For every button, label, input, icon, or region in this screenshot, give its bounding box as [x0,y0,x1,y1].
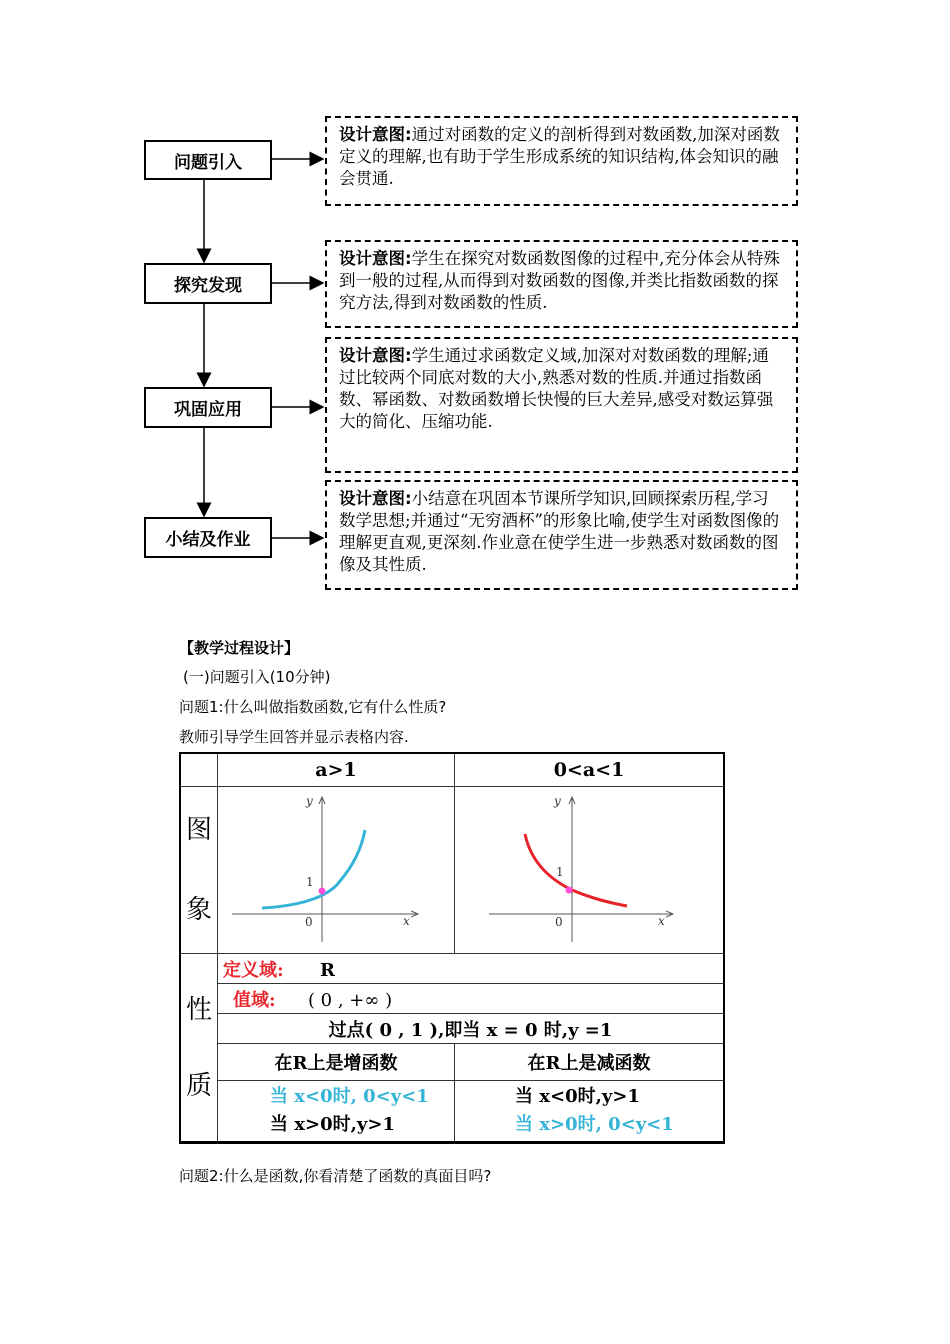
note-text: 通过对函数的定义的剖析得到对数函数,加深对函数定义的理解,也有助于学生形成系统的知识结构,体会知识的融会贯通. [339,125,780,188]
design-note-3 [325,337,798,473]
origin-label: 0 [555,915,563,929]
graph-increasing-cell [218,787,455,954]
y-axis-label: y [554,794,561,808]
domain-row [218,954,725,984]
property-label-char: 性 [185,994,212,1025]
design-note-1 [325,116,798,206]
y-axis-label: y [306,794,313,808]
property-label-char: 质 [185,1070,212,1101]
note-text: 学生在探究对数函数图像的过程中,充分体会从特殊到一般的过程,从而得到对数函数的图像,并类比指数函数的探究方法,得到对数函数的性质. [339,249,780,312]
x-axis-label: x [658,914,665,928]
header-a-gt-1: a>1 [218,753,455,787]
a-lt-1-behavior-cell [455,1081,725,1143]
domain-label: 定义域: [223,959,284,981]
decreasing-cell: 在R上是减函数 [455,1044,725,1081]
behavior-line-2: 当 x>0时,y>1 [270,1114,395,1135]
behavior-line-1: 当 x<0时, 0<y<1 [270,1086,429,1107]
teacher-instruction: 教师引导学生回答并显示表格内容. [179,728,409,746]
range-row [218,984,725,1014]
range-label: 值域: [233,989,276,1011]
range-value: ( 0 , +∞ ) [307,989,393,1011]
question-1: 问题1:什么叫做指数函数,它有什么性质? [179,698,447,716]
increasing-curve [262,830,365,908]
note-label: 设计意图: [339,489,412,508]
one-label: 1 [556,865,564,879]
property-label-cell [180,954,218,1143]
note-text: 小结意在巩固本节课所学知识,回顾探索历程,学习数学思想;并通过“无穷酒杯”的形象比喻,使学生对函数图像的理解更直观,更深刻.作业意在使学生进一步熟悉对数函数的图像及其性质. [339,489,780,574]
a-gt-1-behavior-cell [218,1081,455,1143]
x-axis-label: x [403,914,410,928]
origin-label: 0 [305,915,313,929]
question-2: 问题2:什么是函数,你看清楚了函数的真面目吗? [179,1167,492,1185]
behavior-line-1: 当 x<0时,y>1 [515,1086,640,1107]
stage-4-box: 小结及作业 [144,517,272,558]
domain-value: R [319,959,335,981]
stage-2-box: 探究发现 [144,263,272,304]
subsection-title: (一)问题引入(10分钟) [183,668,331,686]
graph-decreasing-cell [455,787,725,954]
one-label: 1 [306,875,314,889]
note-label: 设计意图: [339,249,412,268]
graph-label-char: 图 [185,815,212,845]
point-row: 过点( 0 , 1 ),即当 x = 0 时,y =1 [218,1014,725,1044]
note-label: 设计意图: [339,125,412,144]
note-text: 学生通过求函数定义域,加深对对数函数的理解;通过比较两个同底对数的大小,熟悉对数的性质.并通过指数函数、幂函数、对数函数增长快慢的巨大差异,感受对数运算强大的简化、压缩功能. [339,346,774,431]
graph-decreasing [455,787,723,949]
header-a-lt-1: 0<a<1 [455,753,725,787]
increasing-cell: 在R上是增函数 [218,1044,455,1081]
graph-increasing [218,787,454,949]
stage-1-box: 问题引入 [144,140,272,180]
design-note-2 [325,240,798,328]
section-title: 【教学过程设计】 [179,639,300,657]
stage-3-box: 巩固应用 [144,387,272,428]
design-note-4 [325,480,798,590]
point-0-1 [319,888,326,895]
point-0-1 [566,887,573,894]
corner-cell [180,753,218,787]
decreasing-curve [525,834,627,906]
graph-label-char: 象 [185,895,212,925]
exponential-property-table [179,752,725,1144]
graph-label-cell [180,787,218,954]
behavior-line-2: 当 x>0时, 0<y<1 [515,1114,674,1135]
note-label: 设计意图: [339,346,412,365]
